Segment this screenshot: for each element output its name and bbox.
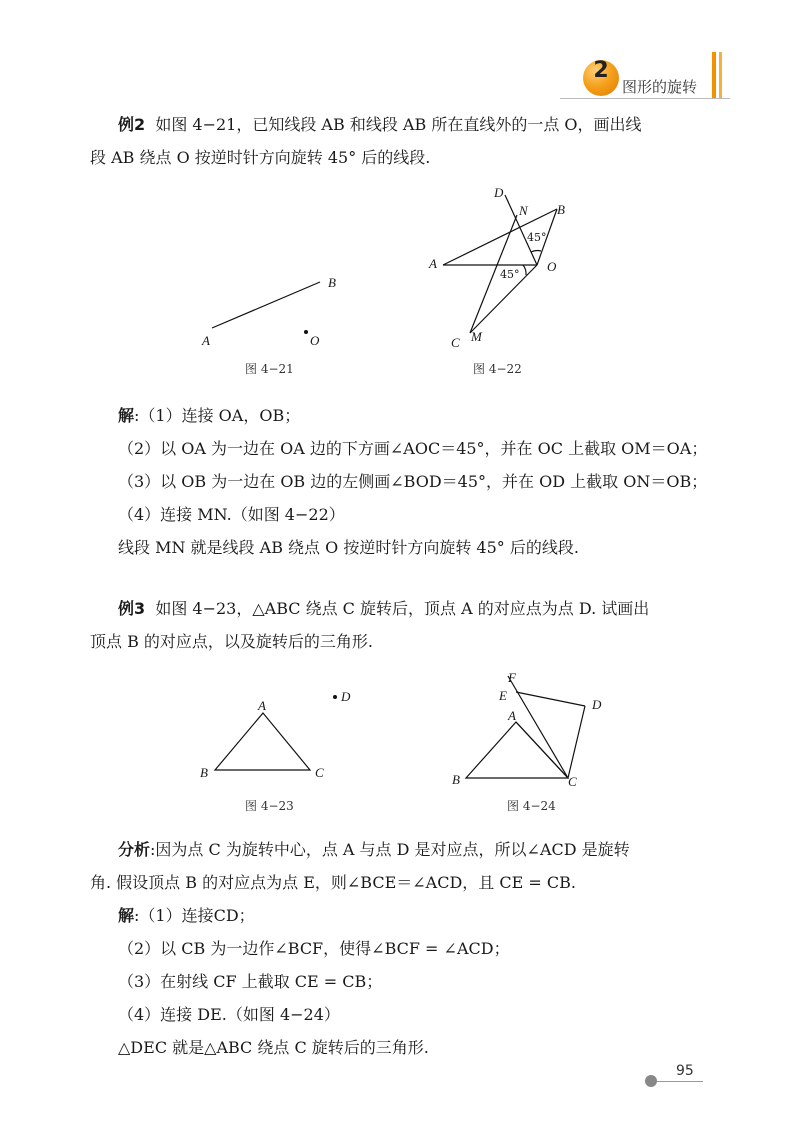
solution2-step1 — [118, 403, 300, 426]
chapter-number: 2 — [593, 58, 609, 83]
point-o — [304, 330, 308, 334]
label-m: M — [471, 329, 482, 344]
figure-4-23-drawing — [195, 685, 365, 785]
label-a: A — [429, 256, 437, 271]
figure-4-22-caption: 图 4−22 — [473, 362, 522, 376]
example3-label: 例3 — [118, 599, 146, 618]
solution2-step3: （3）以 OB 为一边在 OB 边的左侧画∠BOD＝45°，并在 OD 上截取 ON＝OB； — [118, 472, 708, 491]
example2-line2: 段 AB 绕点 O 按逆时针方向旋转 45° 后的线段. — [90, 148, 431, 167]
solution2-conclusion: 线段 MN 就是线段 AB 绕点 O 按逆时针方向旋转 45° 后的线段. — [118, 538, 579, 557]
page-number: 95 — [676, 1063, 694, 1079]
label-c: C — [451, 335, 460, 350]
label-f: F — [508, 670, 516, 685]
label-a: A — [508, 708, 516, 723]
segment-ab — [212, 282, 320, 328]
label-n: N — [519, 203, 528, 218]
segment-de — [516, 692, 585, 706]
label-o: O — [310, 333, 320, 348]
chapter-title: 图形的旋转 — [622, 78, 698, 96]
label-o: O — [547, 259, 557, 274]
angle-label-bod: 45° — [527, 231, 547, 244]
solution3-step1-text: :（1）连接CD； — [134, 906, 255, 925]
ray-cf — [508, 676, 568, 778]
label-d: D — [341, 689, 351, 704]
analysis-line2: 角. 假设顶点 B 的对应点为点 E，则∠BCE＝∠ACD，且 CE = CB. — [90, 873, 576, 892]
solution2-step1-text: :（1）连接 OA，OB； — [134, 406, 301, 425]
example3-text1: 如图 4−23，△ABC 绕点 C 旋转后，顶点 A 的对应点为点 D. 试画出 — [155, 599, 650, 618]
solution3-step1 — [118, 903, 255, 926]
header-bar — [712, 52, 716, 98]
analysis-line1 — [118, 837, 630, 860]
angle-arc-bod — [531, 251, 541, 252]
segment-ca — [516, 722, 568, 778]
solution3-step2: （2）以 CB 为一边作∠BCF，使得∠BCF = ∠ACD； — [118, 939, 510, 958]
label-d: D — [592, 697, 602, 712]
label-b: B — [557, 202, 565, 217]
label-a: A — [258, 698, 266, 713]
solution2-label: 解 — [118, 406, 135, 425]
label-c: C — [568, 774, 577, 789]
label-a: A — [202, 333, 210, 348]
label-c: C — [315, 765, 324, 780]
triangle-abc — [215, 713, 310, 770]
point-d — [333, 695, 337, 699]
figure-4-23-caption: 图 4−23 — [245, 799, 294, 813]
label-b: B — [200, 765, 208, 780]
triangle-abc — [466, 722, 568, 778]
figure-4-24 — [450, 668, 610, 793]
label-b: B — [328, 275, 336, 290]
example3-line1 — [118, 596, 649, 619]
page-marker-dot — [645, 1075, 657, 1087]
angle-label-aoc: 45° — [500, 268, 520, 281]
analysis-label: 分析 — [118, 840, 151, 859]
solution3-step3: （3）在射线 CF 上截取 CE = CB； — [118, 972, 383, 991]
example2-line1 — [118, 112, 642, 135]
example2-label: 例2 — [118, 115, 146, 134]
header-rule — [560, 98, 730, 99]
page-marker-line — [657, 1081, 703, 1082]
solution2-step2: （2）以 OA 为一边在 OA 边的下方画∠AOC＝45°，并在 OC 上截取 OM＝OA； — [118, 439, 708, 458]
figure-4-24-caption: 图 4−24 — [507, 799, 556, 813]
solution3-step4: （4）连接 DE.（如图 4−24） — [118, 1005, 340, 1024]
label-e: E — [499, 688, 507, 703]
figure-4-22 — [425, 185, 585, 355]
analysis-text1: :因为点 C 为旋转中心，点 A 与点 D 是对应点，所以∠ACD 是旋转 — [150, 840, 630, 859]
label-d: D — [494, 185, 504, 200]
solution3-conclusion: △DEC 就是△ABC 绕点 C 旋转后的三角形. — [118, 1038, 429, 1057]
figure-4-21-caption: 图 4−21 — [245, 362, 294, 376]
example3-line2: 顶点 B 的对应点，以及旋转后的三角形. — [90, 632, 374, 651]
label-b: B — [452, 772, 460, 787]
header-bar — [719, 52, 722, 98]
example2-text1: 如图 4−21，已知线段 AB 和线段 AB 所在直线外的一点 O，画出线 — [155, 115, 642, 134]
solution2-step4: （4）连接 MN.（如图 4−22） — [118, 505, 345, 524]
figure-4-24-drawing — [450, 668, 610, 793]
segment-cd — [568, 706, 585, 778]
figure-4-23 — [195, 685, 365, 785]
solution3-label: 解 — [118, 906, 135, 925]
angle-arc-aoc — [523, 265, 526, 275]
